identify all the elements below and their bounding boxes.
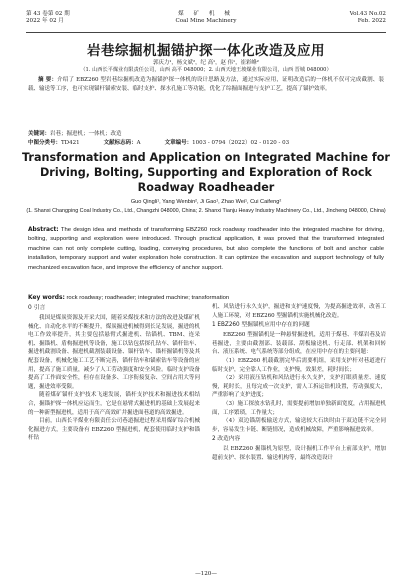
keywords-text-cn: 岩巷；掘进机；一体机；改造	[50, 131, 122, 137]
journal-name-en: Coal Mine Machinery	[175, 18, 237, 24]
volume-issue: 第 43 卷第 02 期	[26, 11, 70, 17]
list-item: （1）EBZ260 机载截割完毕后需要机组，采用支护杆对巷道进行临时支护，完全靠人工作业，支护慢，效果差，耗时间长；	[212, 357, 386, 373]
list-item: （2）采用液压钻机和风钻进行永久支护，支护打眼质量差、速度慢，耗时长，且每完成一次支护，需人工拆运钻机设置，劳动强度大，严重影响了支护进度；	[212, 375, 386, 399]
abstract-en	[28, 226, 384, 273]
body-column-left	[28, 303, 200, 443]
paragraph: 随着煤矿锚杆支护技术飞速发展，锚杆支护技术和掘进技术相结合，掘锚护探一体机应运而生，它是在悬臂式掘进机的基础上发展起来的一种新型掘进机，适用于高产高效矿井掘进面巷道的高效掘进。	[28, 392, 200, 416]
affiliation-cn: （1. 山西长平煤业有限责任公司，山西 高平 048000；2. 山西天地王坡煤业有限公司，山西 晋城 048000）	[80, 67, 332, 73]
abstract-text-en: The design idea and methods of transforming EBZ260 rock roadway roadheader into the integrated machine for driving, bolting, supporting and exploration were introduced. Through practical application, it was proved that the transformed integrated machine can not only complete cutting, loading, conveying procedures, but also complete the functions of bolt and anchor cable installation, temporary support and water exploration hole construction. It can optimize the excavation and support technology of fully mechanized excavation face, and improve the efficiency of anchor support.	[28, 227, 385, 271]
article-no: 1003 - 0794（2022）02 - 0120 - 03	[192, 140, 290, 146]
body-column-right	[212, 303, 386, 463]
paper-title-cn: 岩巷综掘机掘锚护探一体化改造及应用	[87, 43, 325, 59]
issue-date: 2022 年 02 月	[26, 18, 64, 24]
abstract-label-cn: 摘 要：	[38, 77, 58, 83]
volume-issue-en: Vol.43 No.02	[349, 11, 386, 17]
keywords-label-cn: 关键词：	[28, 131, 51, 137]
paper-title-en: Transformation and Application on Integrated Machine for Driving, Bolting, Supporting and Exploration of Rock Roadway Roadheader	[22, 151, 390, 194]
section-heading: 1 EBZ260 型掘锚机应用中存在的问题	[212, 322, 310, 329]
clc-code: TD421	[61, 140, 80, 146]
article-no-label: 文章编号：	[164, 140, 193, 146]
keywords-label-en: Key words:	[28, 295, 65, 301]
author-list-en: Guo Qingli¹, Yang Wenbin², Ji Gao¹, Zhao Wei¹, Cui Caifeng²	[130, 199, 282, 205]
paragraph: 以 EBZ260 掘锚机为原型，设计掘机工作平台上前部支护，增加超前支护、探水装置、输送机构等，最终改造设计	[212, 446, 386, 461]
keywords-cn	[28, 130, 384, 138]
issue-date-en: Feb. 2022	[357, 18, 386, 24]
list-item: （3）施工探放水钻孔时，需要提前增加单独新面宽度，占用掘进机面，工序繁琐，工作量大；	[212, 400, 387, 416]
running-header	[26, 11, 386, 33]
list-item: （4）双边锚刮板输送方式，输送较大石块时由于双边链不完全同步，容易发生卡链、断链情况，造成机械故障，严重影响掘进效率。	[212, 418, 386, 433]
paragraph: 机、风钻进行永久支护，掘进和支护速度慢，为提高掘进效率，改善工人施工环境，对 EBZ260 型掘锚机实施机械化改造。	[212, 304, 386, 319]
doc-code-label: 文献标志码：	[103, 140, 137, 146]
paragraph: 目前，山西长平煤业有限责任公司巷道掘进过程采用煤矿综合机械化掘进方式，主要设备有 EBZ260 型掘进机，配套使用临时支护和锚杆钻	[28, 418, 200, 442]
abstract-cn	[28, 76, 384, 94]
section-heading: 0 引言	[28, 305, 46, 311]
paragraph: 我国是煤炭资源及开采大国，随着采煤技术和方法的改进及煤矿机械化、自动化水平的不断提升，煤炭掘进机械得到长足发展，掘进的机电工作效率提升，其主要包括悬臂式掘进机、钻锚机、TBM、连采机、掘锚机、盾构掘进机等设备，施工以钻包括探孔钻车、锚杆钻车、掘进机截割设备、掘进机截割装载设备、锚杆钻车、锚杆掘锚机等及其配套设备，机械化施工工艺不断完善，锚杆钻车和锚索钻车等设备的应用，提高了施工质量，减少了人工劳动强度和安全风险。临时支护设备提高了工作面安全性，但存在设备多、工序衔接复杂、空间占用大等问题，掘进效率受限。	[28, 315, 200, 390]
classification-line	[28, 139, 384, 147]
page-number: —120—	[195, 571, 217, 577]
affiliation-en: (1. Shanxi Changping Coal Industry Co., Ltd., Changzhi 048000, China; 2. Shanxi Tianju Heavy Industry Machinery Co., Ltd., Jincheng 048000, China)	[26, 208, 386, 214]
doc-code: A	[136, 140, 141, 146]
abstract-label-en: Abstract:	[28, 227, 59, 233]
journal-name	[26, 11, 386, 25]
keywords-text-en: rock roadway; roadheader; integrated machine; transformation	[66, 295, 230, 301]
issue-info-en	[350, 11, 386, 25]
abstract-text-cn: 介绍了 EBZ260 型岩巷综掘机改造为掘锚护探一体机的设计思路及方法，通过实际应用，证明改造后的一体机不仅可完成截割、装载、输送等工序，也可实现锚杆锚索安装、临时支护、探水孔施工等功能，优化了综掘面掘进与支护工艺，提高了锚护效率。	[28, 77, 384, 92]
clc-label: 中图分类号：	[28, 140, 62, 146]
journal-name-cn: 煤 矿 机 械	[178, 11, 234, 17]
keywords-en	[28, 294, 384, 302]
paragraph: EBZ260 型掘锚机是一种悬臂掘进机，适用于煤巷、半煤岩巷及岩巷掘进，主要由截割部、装载部、刮板输送机、行走部、机架和回转台、液压系统、电气系统等部分组成，在应用中存在的主要问题：	[212, 332, 386, 356]
author-list-cn: 郭庆力¹，杨文斌²，纪 高¹，赵 伟¹，崔彩峰²	[153, 60, 259, 66]
section-heading: 2 改造内容	[212, 436, 241, 443]
